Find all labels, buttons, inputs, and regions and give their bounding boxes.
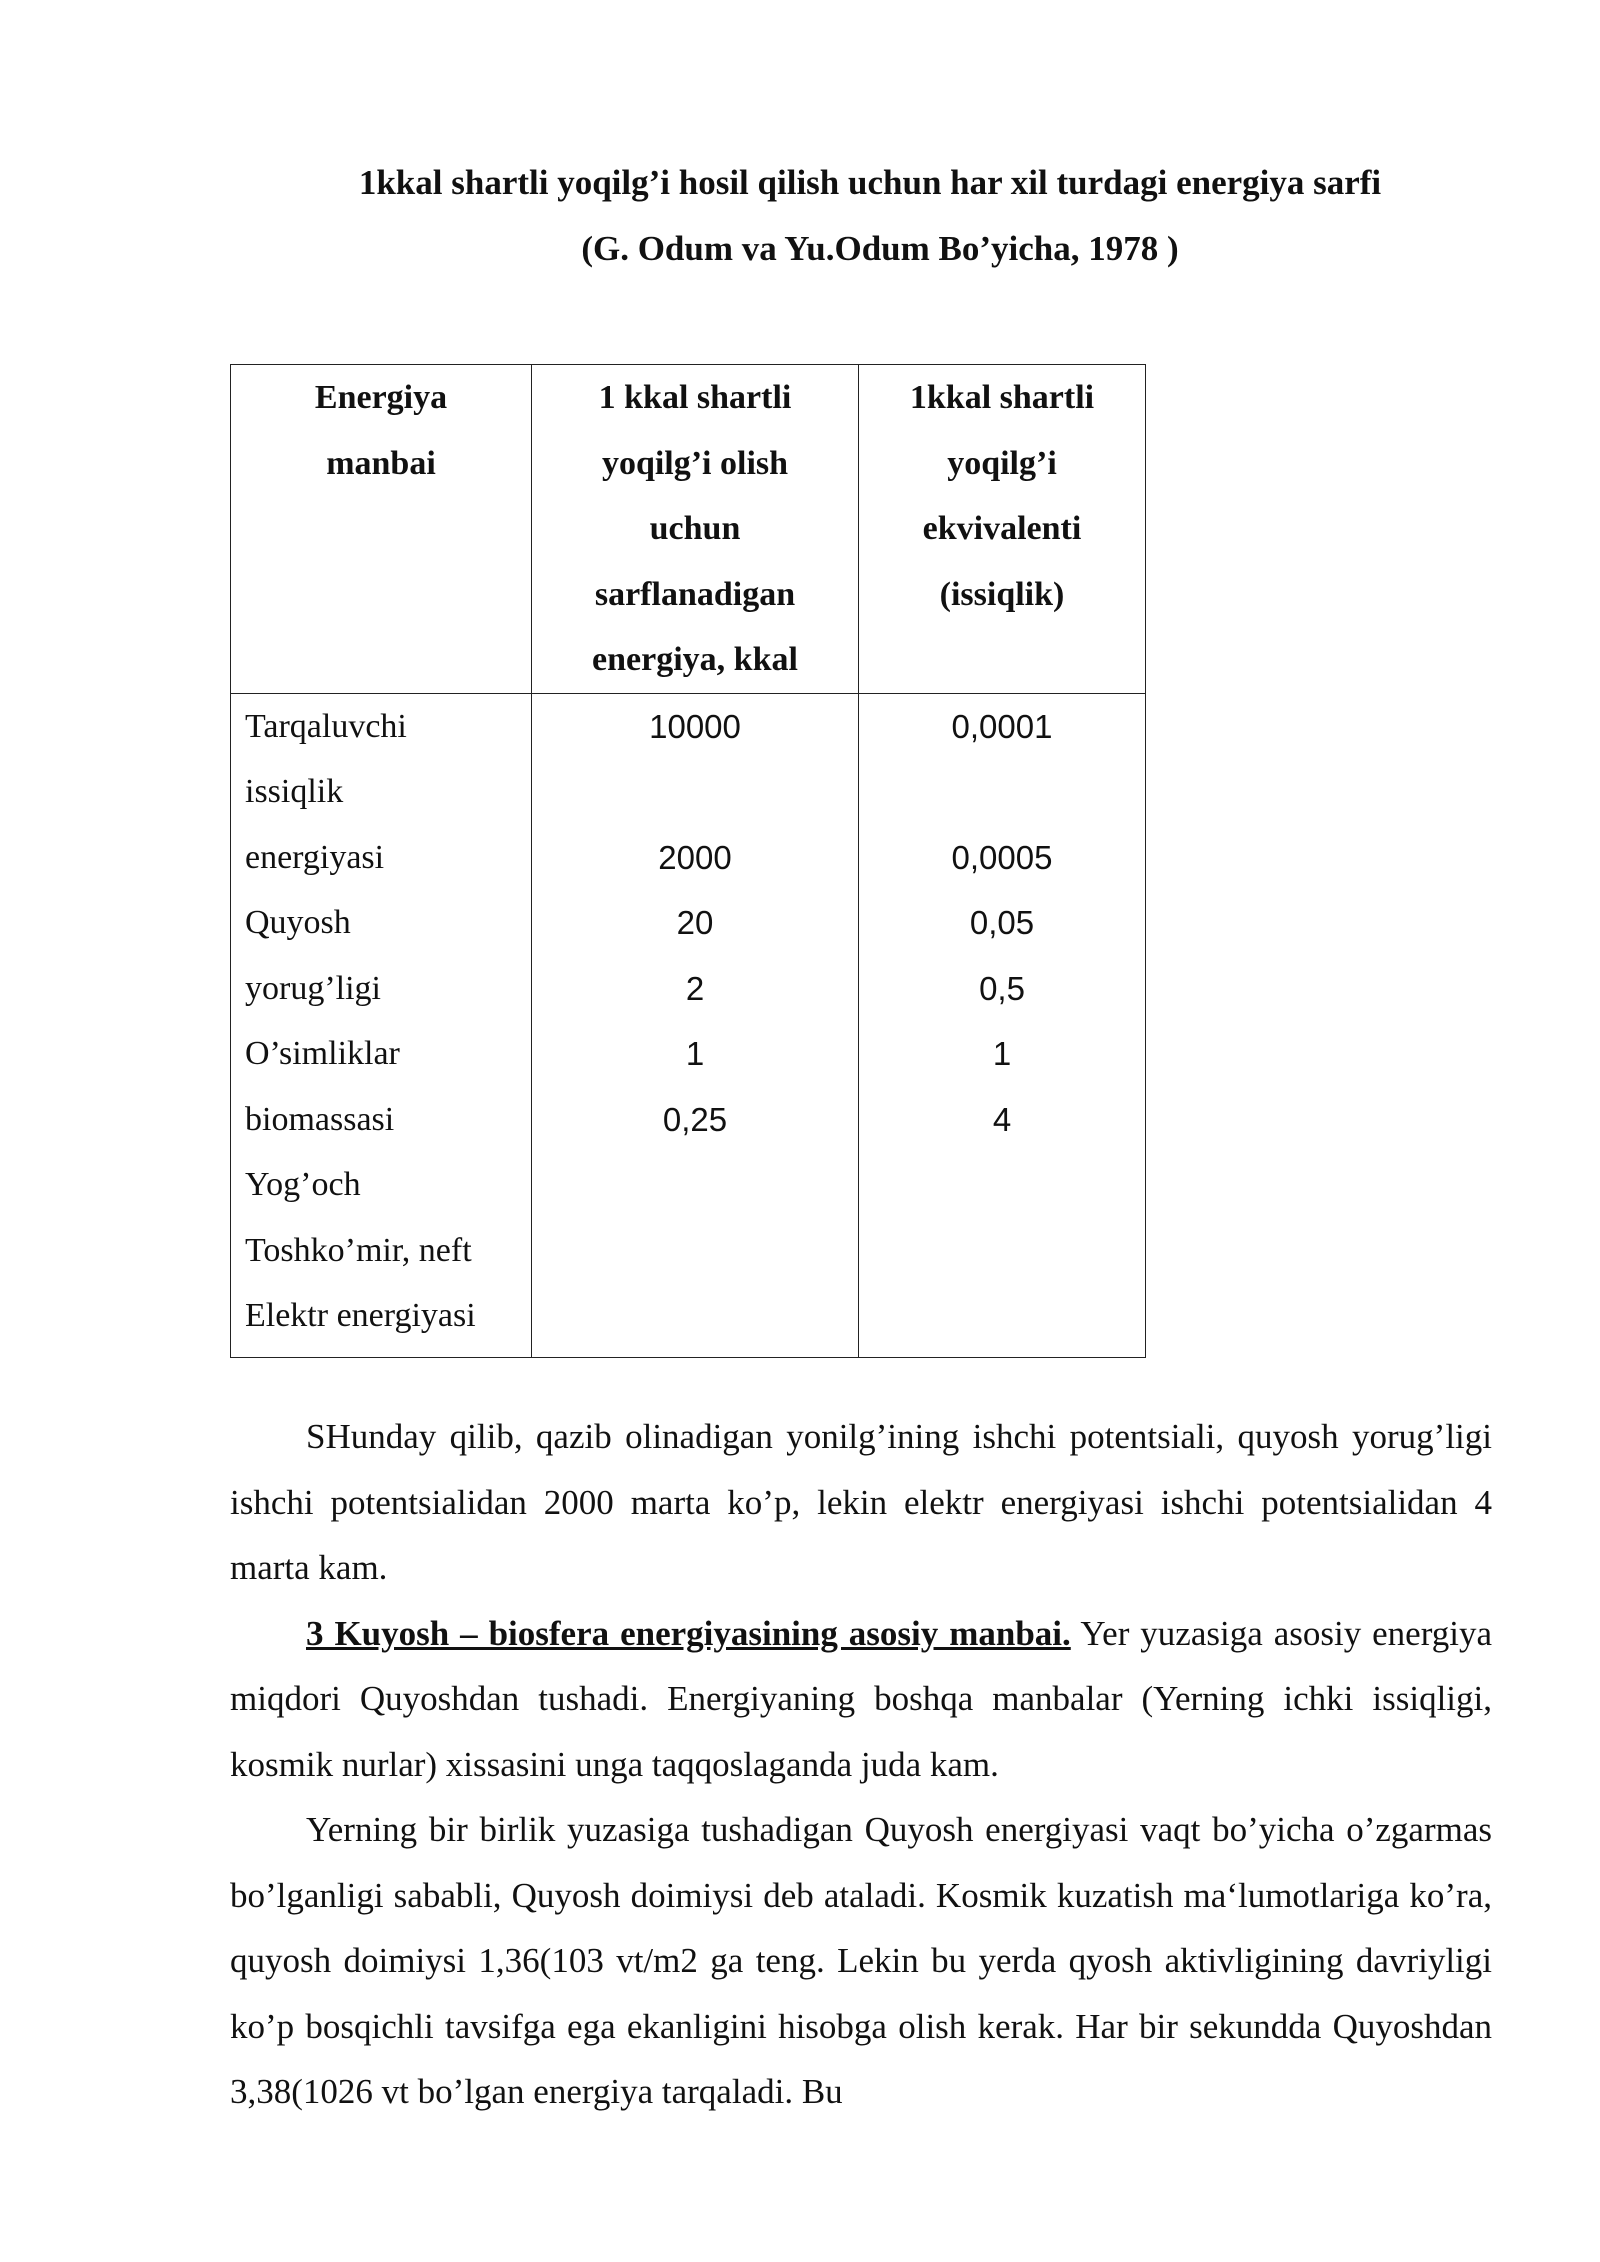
spent-value: 20 xyxy=(676,904,714,941)
table-header-row xyxy=(231,365,1146,694)
spent-value: 2000 xyxy=(658,838,732,876)
spent-value: 1 xyxy=(685,1035,705,1072)
source-line: yorug’ligi xyxy=(245,969,381,1007)
header-energy-source xyxy=(231,365,532,694)
equivalent-value: 0,05 xyxy=(969,904,1035,941)
paragraph-conclusion: SHunday qilib, qazib olinadigan yonilg’ining ishchi potentsiali, quyosh yorug’ligi ishchi potentsialidan 2000 marta ko’p, lekin elektr energiyasi ishchi potentsialidan 4 marta kam. xyxy=(230,1417,1492,1587)
title-line-2: (G. Odum va Yu.Odum Bo’yicha, 1978 ) xyxy=(581,229,1179,268)
source-line: biomassasi xyxy=(245,1100,395,1138)
source-line: issiqlik xyxy=(245,773,344,810)
equivalent-value: 0,0001 xyxy=(951,707,1053,745)
equivalent-value xyxy=(859,759,1145,825)
header-line: 1kkal shartli xyxy=(909,379,1095,416)
header-equivalent xyxy=(859,365,1146,694)
source-line: energiyasi xyxy=(245,838,385,876)
header-line: 1 kkal shartli xyxy=(598,379,792,416)
spent-value: 0,25 xyxy=(662,1100,728,1138)
header-energy-spent xyxy=(532,365,859,694)
header-line: sarflanadigan xyxy=(594,575,796,613)
equivalent-cell xyxy=(859,693,1146,1357)
source-line: Toshko’mir, neft xyxy=(245,1231,472,1269)
equivalent-value: 1 xyxy=(992,1035,1012,1072)
header-line: (issiqlik) xyxy=(939,575,1065,613)
body-text xyxy=(230,1404,1492,2125)
source-line: Elektr energiyasi xyxy=(245,1297,476,1334)
section-heading: 3 Kuyosh – biosfera energiyasining asosiy manbai. xyxy=(306,1613,1071,1653)
source-line: Yog’och xyxy=(245,1166,361,1203)
spent-value: 10000 xyxy=(649,707,741,745)
equivalent-value: 4 xyxy=(992,1100,1012,1138)
source-line: Quyosh xyxy=(245,904,351,941)
energy-spent-cell xyxy=(532,693,859,1357)
energy-table xyxy=(230,364,1146,1358)
header-line: yoqilg’i xyxy=(947,444,1057,482)
header-line: manbai xyxy=(326,444,436,482)
header-line: uchun xyxy=(649,510,741,547)
header-line: energiya, kkal xyxy=(592,641,798,678)
paragraph-solar-constant: Yerning bir birlik yuzasiga tushadigan Quyosh energiyasi vaqt bo’yicha o’zgarmas bo’lganligi sababli, Quyosh doimiysi deb ataladi. Kosmik kuzatish ma‘lumotlariga ko’ra, quyosh doimiysi 1,36(103 vt/m2 ga teng. Lekin bu yerda qyosh aktivligining davriyligi ko’p bosqichli tavsifga ega ekanligini hisobga olish kerak. Har bir sekundda Quyoshdan 3,38(1026 vt bo’lgan energiya tarqaladi. Bu xyxy=(230,1810,1492,2111)
source-line: O’simliklar xyxy=(245,1035,400,1072)
header-line: yoqilg’i olish xyxy=(601,444,789,482)
table-title xyxy=(0,150,1600,282)
paragraph-section-3 xyxy=(230,1601,1492,1798)
source-line: Tarqaluvchi xyxy=(245,707,407,745)
section-text: Yer yuzasiga asosiy energiya miqdori Quyoshdan tushadi. Energiyaning boshqa manbalar (Yerning ichki issiqligi, kosmik nurlar) xissasini unga taqqoslaganda juda kam. xyxy=(230,1613,1492,1784)
header-line: ekvivalenti xyxy=(922,510,1082,547)
header-line: Energiya xyxy=(314,379,448,416)
spent-value: 2 xyxy=(685,969,705,1007)
table-body-row xyxy=(231,693,1146,1357)
equivalent-value: 0,0005 xyxy=(951,838,1053,876)
spent-value xyxy=(532,759,858,825)
energy-source-cell xyxy=(231,693,532,1357)
equivalent-value: 0,5 xyxy=(979,969,1025,1007)
title-line-1: 1kkal shartli yoqilg’i hosil qilish uchun har xil turdagi energiya sarfi xyxy=(358,163,1382,202)
